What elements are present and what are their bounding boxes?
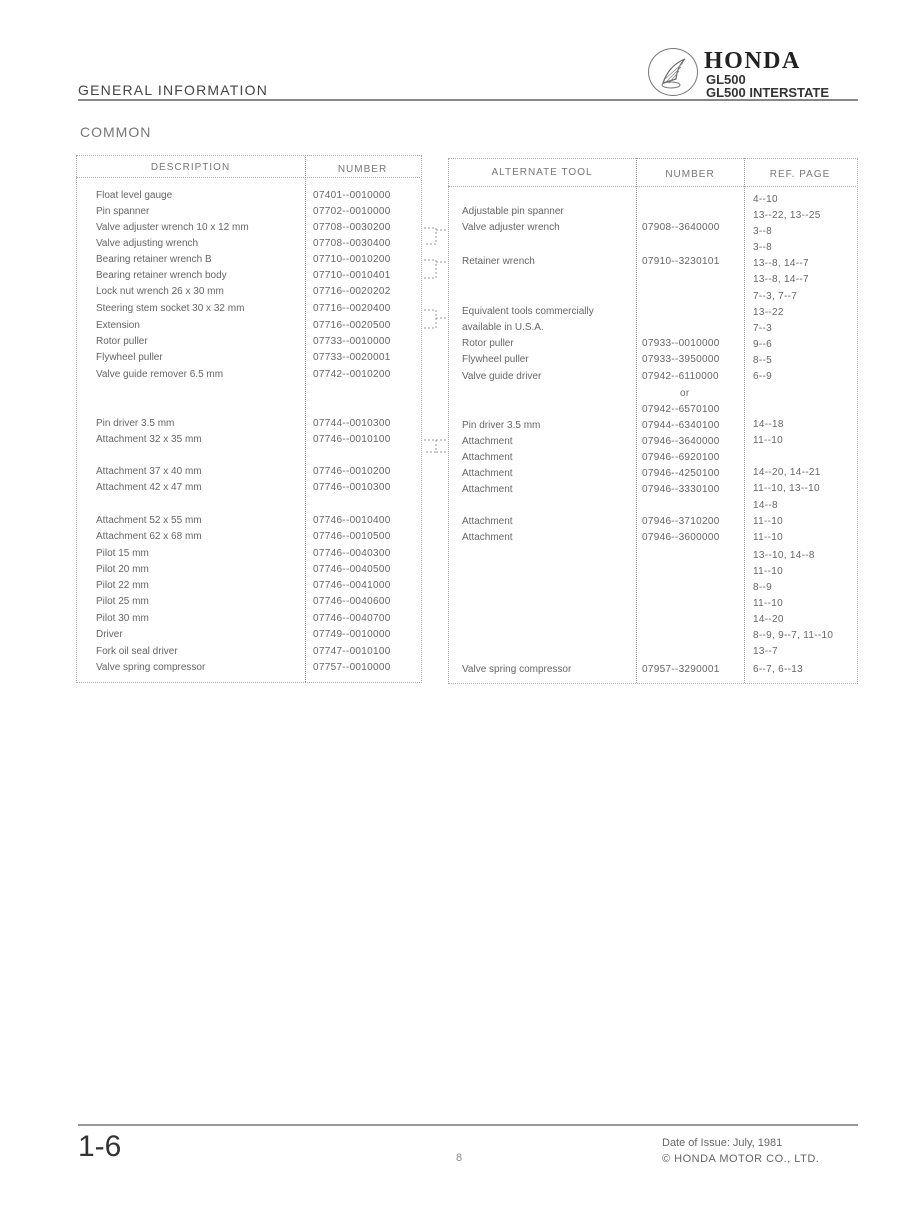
tool-description: Pilot 30 mm [96, 613, 149, 624]
alternate-tool-name: Equivalent tools commercially [462, 306, 594, 317]
alternate-tool-name: available in U.S.A. [462, 322, 544, 333]
tool-description: Pin spanner [96, 206, 150, 217]
honda-logo [648, 44, 858, 100]
ref-page: 14--18 [753, 419, 784, 430]
brand-name: HONDA [704, 48, 801, 74]
right-header-rule [448, 186, 856, 187]
alternate-tool-number: 07933--0010000 [642, 338, 720, 349]
tool-description: Driver [96, 629, 123, 640]
tool-number: 07710--0010401 [313, 270, 391, 281]
tool-description: Attachment 37 x 40 mm [96, 466, 202, 477]
alternate-tool-name: Pin driver 3.5 mm [462, 420, 541, 431]
ref-page: 13--8, 14--7 [753, 258, 809, 269]
ref-page: 7--3 [753, 323, 772, 334]
tool-description: Valve adjusting wrench [96, 238, 199, 249]
tool-number: 07702--0010000 [313, 206, 391, 217]
alternate-tool-number: or [680, 388, 690, 399]
tool-number: 07746--0010500 [313, 531, 391, 542]
tool-description: Steering stem socket 30 x 32 mm [96, 303, 245, 314]
tool-description: Pilot 22 mm [96, 580, 149, 591]
tool-description: Bearing retainer wrench B [96, 254, 212, 265]
tool-number: 07749--0010000 [313, 629, 391, 640]
wing-emblem-icon [648, 48, 698, 96]
tool-number: 07716--0020500 [313, 320, 391, 331]
tool-description: Pilot 25 mm [96, 596, 149, 607]
tool-description: Attachment 62 x 68 mm [96, 531, 202, 542]
tool-number: 07733--0020001 [313, 352, 391, 363]
col-header-ref-page: REF. PAGE [769, 169, 831, 180]
page-number: 1-6 [78, 1130, 122, 1163]
tool-description: Valve adjuster wrench 10 x 12 mm [96, 222, 249, 233]
date-of-issue: Date of Issue: July, 1981 [662, 1137, 783, 1149]
alternate-tool-name: Attachment [462, 532, 513, 543]
col-header-number: NUMBER [337, 164, 388, 175]
center-page-marker: 8 [456, 1152, 463, 1164]
tool-number: 07746--0040600 [313, 596, 391, 607]
col-header-description: DESCRIPTION [150, 162, 231, 173]
tool-description: Valve guide remover 6.5 mm [96, 369, 224, 380]
tool-number: 07716--0020400 [313, 303, 391, 314]
tool-description: Pilot 15 mm [96, 548, 149, 559]
alternate-tool-number: 07942--6110000 [642, 371, 719, 382]
ref-page: 8--5 [753, 355, 772, 366]
tool-description: Pin driver 3.5 mm [96, 418, 175, 429]
subsection-title: COMMON [80, 124, 152, 140]
tool-number: 07746--0040500 [313, 564, 391, 575]
tool-number: 07746--0010300 [313, 482, 391, 493]
tool-description: Bearing retainer wrench body [96, 270, 227, 281]
alternate-tool-number: 07933--3950000 [642, 354, 720, 365]
tool-number: 07757--0010000 [313, 662, 391, 673]
ref-page: 4--10 [753, 194, 778, 205]
alternate-tool-number: 07946--3600000 [642, 532, 720, 543]
alternate-tool-name: Valve guide driver [462, 371, 542, 382]
tool-number: 07733--0010000 [313, 336, 391, 347]
tool-description: Float level gauge [96, 190, 173, 201]
tool-number: 07710--0010200 [313, 254, 391, 265]
tool-number: 07708--0030200 [313, 222, 391, 233]
tool-description: Flywheel puller [96, 352, 163, 363]
tool-description: Fork oil seal driver [96, 646, 178, 657]
model-name-2: GL500 INTERSTATE [706, 85, 830, 100]
ref-page: 8--9 [753, 582, 772, 593]
ref-page: 11--10, 13--10 [753, 483, 820, 494]
ref-page: 13--8, 14--7 [753, 274, 809, 285]
alternate-tool-name: Valve adjuster wrench [462, 222, 560, 233]
tool-number: 07746--0010100 [313, 434, 391, 445]
ref-page: 14--20 [753, 614, 784, 625]
tool-number: 07401--0010000 [313, 190, 391, 201]
ref-page: 13--7 [753, 646, 778, 657]
alternate-tool-name: Valve spring compressor [462, 664, 572, 675]
ref-page: 13--22, 13--25 [753, 210, 821, 221]
alternate-tool-name: Attachment [462, 468, 513, 479]
ref-page: 7--3, 7--7 [753, 291, 798, 302]
section-title: GENERAL INFORMATION [78, 82, 269, 98]
header-divider [78, 99, 858, 101]
ref-page: 13--22 [753, 307, 784, 318]
left-column-divider [305, 155, 306, 682]
tool-number: 07716--0020202 [313, 286, 391, 297]
bracket-connectors [420, 150, 450, 470]
alternate-tool-number: 07944--6340100 [642, 420, 720, 431]
ref-page: 13--10, 14--8 [753, 550, 815, 561]
col-header-alt-number: NUMBER [665, 169, 715, 180]
col-header-alternate-tool: ALTERNATE TOOL [491, 167, 593, 178]
ref-page: 11--10 [753, 566, 783, 577]
tool-description: Pilot 20 mm [96, 564, 149, 575]
tool-number: 07744--0010300 [313, 418, 391, 429]
tool-description: Lock nut wrench 26 x 30 mm [96, 286, 224, 297]
ref-page: 11--10 [753, 435, 783, 446]
ref-page: 14--8 [753, 500, 778, 511]
right-column-divider-1 [636, 158, 637, 683]
model-name-1: GL500 [706, 72, 746, 87]
alternate-tool-number: 07946--3710200 [642, 516, 720, 527]
tool-number: 07742--0010200 [313, 369, 391, 380]
tool-description: Attachment 32 x 35 mm [96, 434, 202, 445]
alternate-tool-number: 07946--6920100 [642, 452, 720, 463]
alternate-tool-name: Attachment [462, 452, 513, 463]
alternate-tool-name: Attachment [462, 484, 513, 495]
alternate-tool-number: 07942--6570100 [642, 404, 720, 415]
alternate-tool-name: Retainer wrench [462, 256, 535, 267]
alternate-tool-name: Rotor puller [462, 338, 514, 349]
tool-description: Attachment 42 x 47 mm [96, 482, 202, 493]
tool-number: 07708--0030400 [313, 238, 391, 249]
ref-page: 8--9, 9--7, 11--10 [753, 630, 834, 641]
alternate-tool-number: 07910--3230101 [642, 256, 720, 267]
tool-number: 07746--0010200 [313, 466, 391, 477]
alternate-tool-number: 07908--3640000 [642, 222, 720, 233]
ref-page: 14--20, 14--21 [753, 467, 821, 478]
tool-number: 07746--0040300 [313, 548, 391, 559]
alternate-tool-name: Attachment [462, 436, 513, 447]
ref-page: 9--6 [753, 339, 772, 350]
tool-description: Valve spring compressor [96, 662, 206, 673]
tool-description: Attachment 52 x 55 mm [96, 515, 202, 526]
tool-number: 07746--0040700 [313, 613, 391, 624]
tool-number: 07746--0041000 [313, 580, 391, 591]
ref-page: 6--7, 6--13 [753, 664, 803, 675]
ref-page: 11--10 [753, 598, 783, 609]
copyright: © HONDA MOTOR CO., LTD. [662, 1153, 820, 1165]
ref-page: 3--8 [753, 242, 772, 253]
footer-divider [78, 1124, 858, 1126]
ref-page: 11--10 [753, 516, 783, 527]
ref-page: 11--10 [753, 532, 783, 543]
alternate-tool-number: 07946--3330100 [642, 484, 720, 495]
alternate-tool-number: 07946--4250100 [642, 468, 720, 479]
tool-number: 07746--0010400 [313, 515, 391, 526]
ref-page: 6--9 [753, 371, 772, 382]
alternate-tool-number: 07946--3640000 [642, 436, 720, 447]
tool-number: 07747--0010100 [313, 646, 391, 657]
left-header-rule [76, 177, 420, 178]
alternate-tool-number: 07957--3290001 [642, 664, 720, 675]
right-column-divider-2 [744, 158, 745, 683]
alternate-tool-name: Flywheel puller [462, 354, 529, 365]
alternate-tool-name: Attachment [462, 516, 513, 527]
tool-description: Extension [96, 320, 140, 331]
alternate-tool-name: Adjustable pin spanner [462, 206, 564, 217]
ref-page: 3--8 [753, 226, 772, 237]
tool-description: Rotor puller [96, 336, 148, 347]
